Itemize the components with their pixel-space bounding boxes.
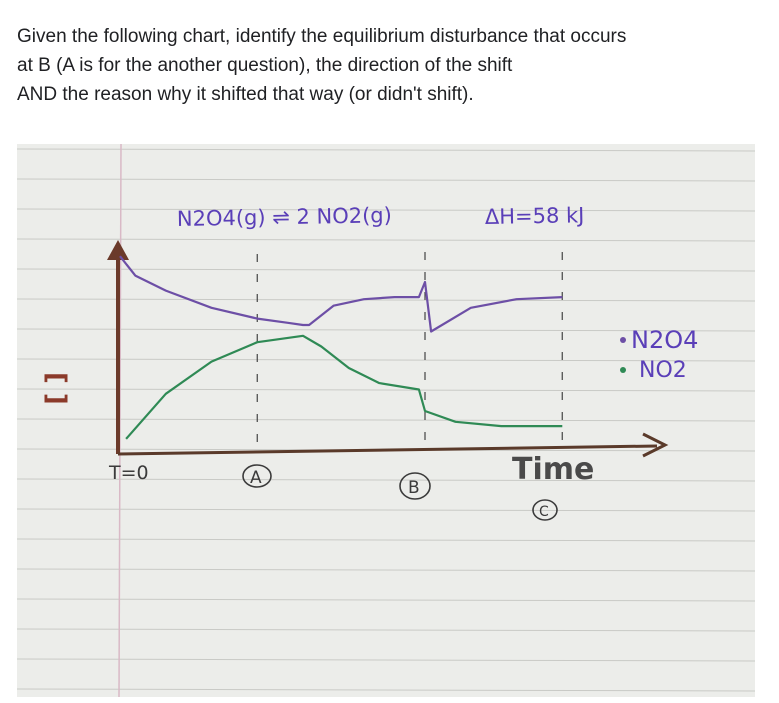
- question-text: [17, 22, 757, 109]
- marker-a: A: [250, 468, 262, 488]
- chart-svg: [17, 144, 755, 697]
- question-line-3: AND the reason why it shifted that way (or didn't shift).: [17, 84, 474, 105]
- marker-b: B: [408, 478, 420, 498]
- chart-photo: [17, 144, 755, 697]
- y-axis-arrow: [107, 240, 129, 260]
- ruled-line: [17, 659, 755, 661]
- ruled-line: [17, 599, 755, 601]
- ruled-line: [17, 299, 755, 301]
- marker-t0: T=0: [109, 462, 149, 484]
- series-n2o4-line: [120, 256, 562, 331]
- ruled-lines: [17, 149, 755, 691]
- ruled-line: [17, 179, 755, 181]
- x-axis-label: Time: [512, 452, 595, 487]
- ruled-line: [17, 509, 755, 511]
- question-line-2: at B (A is for the another question), the direction of the shift: [17, 55, 513, 76]
- ruled-line: [17, 389, 755, 391]
- ruled-line: [17, 689, 755, 691]
- ruled-line: [17, 239, 755, 241]
- y-axis-label: [ ]: [41, 372, 71, 405]
- legend-n2o4-dot: [620, 337, 626, 343]
- legend-n2o4: N2O4: [631, 326, 699, 354]
- question-line-1: Given the following chart, identify the equilibrium disturbance that occurs: [17, 26, 627, 47]
- ruled-line: [17, 149, 755, 151]
- chart-enthalpy: ΔH=58 kJ: [484, 203, 585, 229]
- ruled-line: [17, 629, 755, 631]
- series-no2-line: [126, 336, 562, 439]
- ruled-line: [17, 269, 755, 271]
- chart-equation: N2O4(g) ⇌ 2 NO2(g): [176, 203, 393, 231]
- ruled-line: [17, 569, 755, 571]
- legend-no2-dot: [620, 367, 626, 373]
- ruled-line: [17, 419, 755, 421]
- ruled-line: [17, 539, 755, 541]
- marker-c: C: [539, 504, 549, 520]
- legend-no2: NO2: [639, 358, 687, 383]
